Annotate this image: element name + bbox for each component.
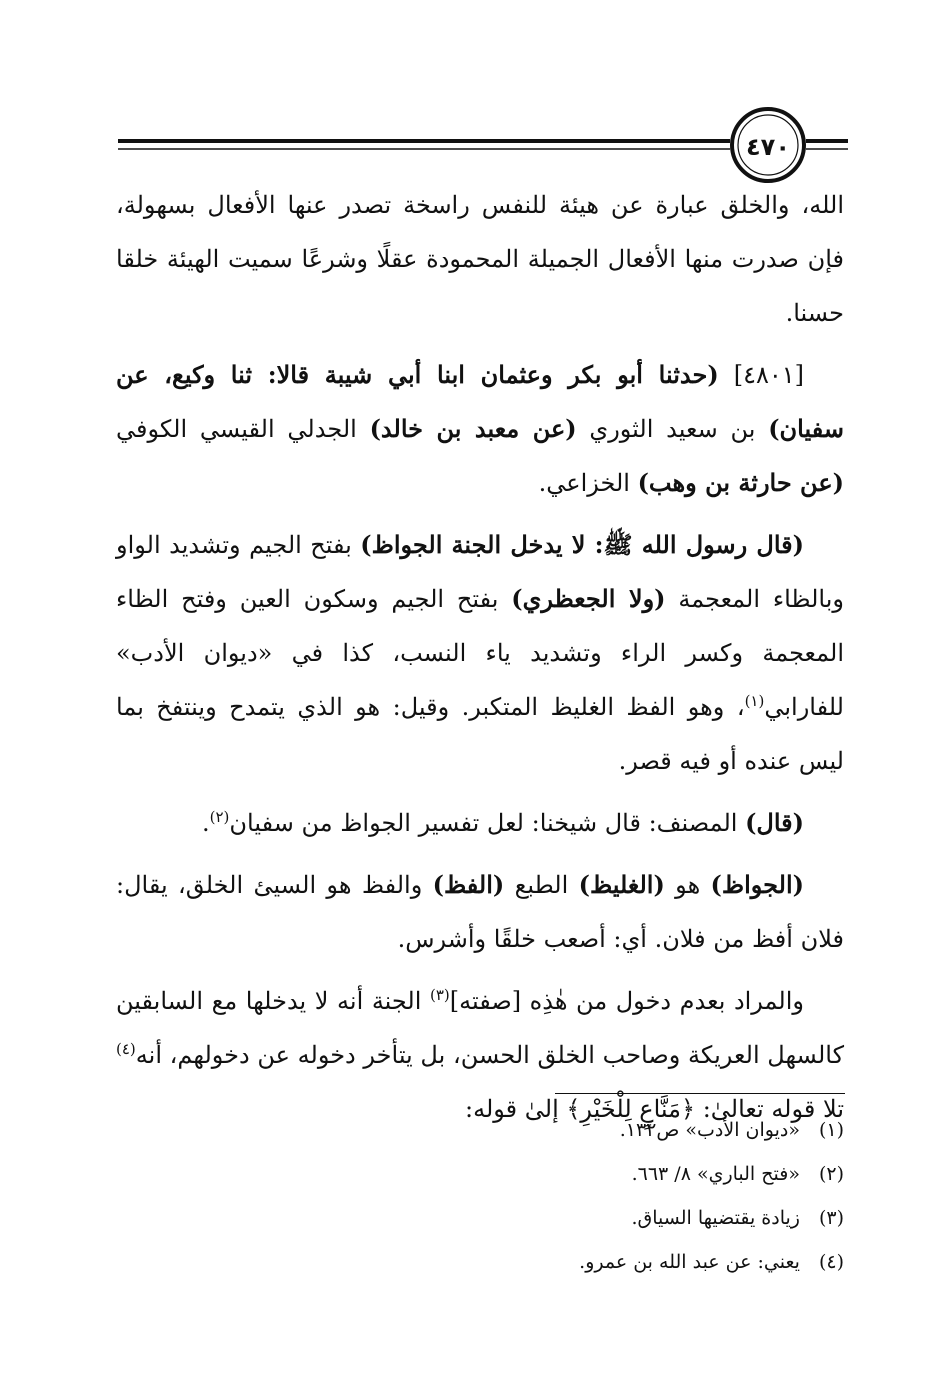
footnotes [116,1108,844,1284]
commentary-text: والمراد بعدم دخول من هٰذِه [صفته] [449,987,804,1015]
commentary-text: الخزاعي. [538,469,638,497]
commentary-text: . [201,809,210,837]
footnote-number: (٣) [818,1207,844,1229]
commentary-text: والفظ هو السيئ الخلق، يقال: فلان أفظ من فلان. أي: أصعب خلقًا وأشرس. [116,871,844,953]
footnote-marker[interactable]: (٣) [429,986,450,1004]
paragraph-hadith-chain [116,348,844,510]
footnote-text: يعني: عن عبد الله بن عمرو. [579,1251,800,1273]
hadith-text: (الغليظ) [578,870,665,899]
commentary-text: بن سعيد الثوري [576,415,769,443]
commentary-text: الطبع [504,871,579,899]
footnote-marker[interactable]: (١) [744,692,765,710]
footnote-number: (٤) [818,1251,844,1273]
chain-text: (حدثنا أبو بكر وعثمان ابنا أبي شيبة قالا: ثنا وكيع، عن سفيان) [116,360,844,443]
commentary-text: المصنف: قال شيخنا: لعل تفسير الجواظ من سفيان [229,809,746,837]
footnote-text: «ديوان الأدب» ص١٣٢. [619,1119,800,1141]
footnote-marker[interactable]: (٤) [116,1040,136,1058]
hadith-text: (ولا الجعظري) [511,584,666,613]
commentary-text: ، وهو الفظ الغليظ المتكبر. وقيل: هو الذي يتمدح وينتفخ بما ليس عنده أو فيه قصر. [116,693,844,775]
body-text [116,178,844,1144]
hadith-text: (الجواظ) [710,870,804,899]
hadith-number: [٤٨٠١] [733,361,804,389]
footnote-number: (٢) [818,1163,844,1185]
footnote-item [116,1152,844,1196]
footnote-item [116,1240,844,1284]
footnote-item [116,1108,844,1152]
paragraph-author-note [116,796,844,850]
hadith-text: (قال) [745,808,804,837]
hadith-text: (قال رسول الله ﷺ: لا يدخل الجنة الجواظ) [360,530,804,559]
footnote-item [116,1196,844,1240]
footnote-divider [555,1093,845,1094]
footnote-number: (١) [818,1119,844,1141]
paragraph-text: الله، والخلق عبارة عن هيئة للنفس راسخة تصدر عنها الأفعال بسهولة، فإن صدرت منها الأفعال الجميلة المحمودة عقلًا وشرعًا سميت الهيئة خلقا حسنا. [116,191,844,327]
page-number: ٤٧٠ [746,133,790,161]
commentary-text: هو [664,871,711,899]
paragraph-intro [116,178,844,340]
footnote-marker[interactable]: (٢) [209,808,230,826]
paragraph-definition [116,858,844,966]
chain-text: (عن حارثة بن وهب) [637,468,844,497]
commentary-text: تلا قوله تعالىٰ: ﴿مَنَّاعٍ لِلْخَيْرِ﴾ إلىٰ قوله: [464,1095,844,1123]
commentary-text: بفتح الجيم وتشديد الواو وبالظاء المعجمة [116,531,845,613]
commentary-text: الجنة أنه لا يدخلها مع السابقين كالسهل العريكة وصاحب الخلق الحسن، بل يتأخر دخوله عن دخولهم، أنه [116,987,844,1069]
commentary-text: بفتح الجيم وسكون العين وفتح الظاء المعجمة وكسر الراء وتشديد ياء النسب، كذا في «ديوان الأدب» للفارابي [116,585,844,721]
footnote-text: زيادة يقتضيها السياق. [631,1207,800,1229]
hadith-text: (الفظ) [432,870,505,899]
commentary-text: الجدلي القيسي الكوفي [116,415,370,443]
chain-text: (عن معبد بن خالد) [369,414,577,443]
paragraph-hadith-text [116,518,844,788]
footnote-text: «فتح الباري» ٨/ ٦٦٣. [631,1163,800,1185]
